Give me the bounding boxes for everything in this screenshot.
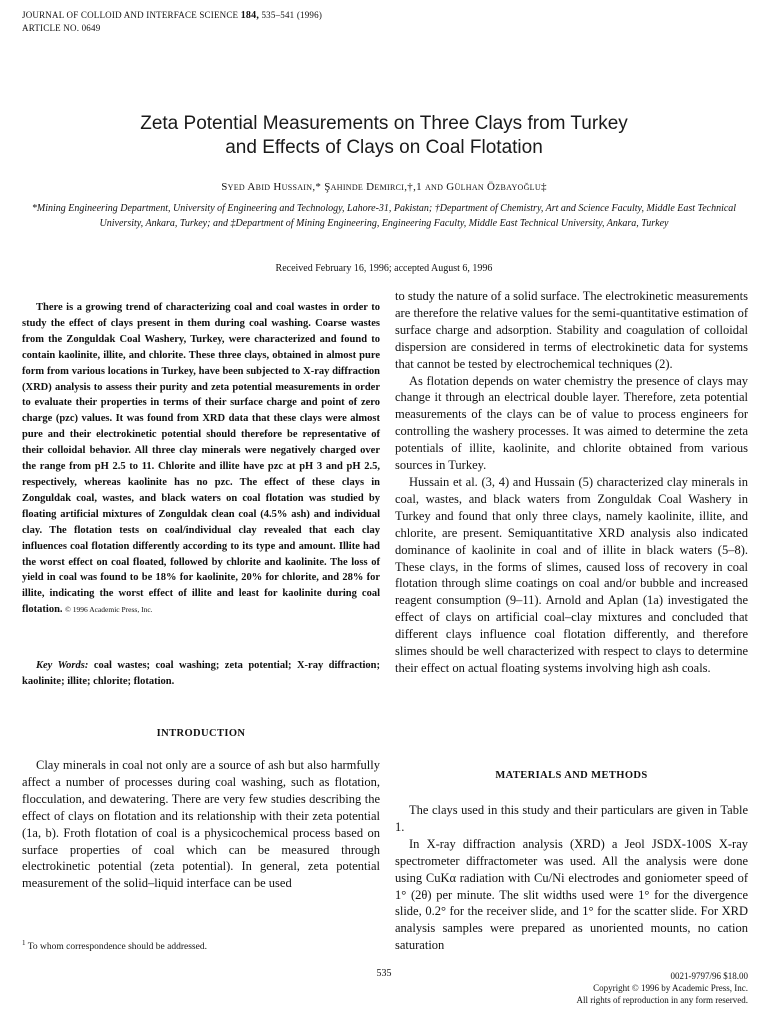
materials-methods-body: [395, 802, 748, 954]
footnote-text: To whom correspondence should be addressed.: [27, 942, 207, 953]
paper-title: [30, 112, 738, 160]
introduction-body: [22, 757, 380, 892]
abstract: [22, 300, 380, 618]
price-code: 0021-9797/96 $18.00: [670, 971, 748, 981]
authors: Syed Abid Hussain,* Şahinde Demirci,†,1 and Gülhan Özbayoğlu‡: [221, 181, 547, 193]
affiliations: *Mining Engineering Department, University of Engineering and Technology, Lahore-31, Pakistan; †Department of Chemistry, Art and Science Faculty, Middle East Technical University, Ankara, Turkey; and ‡Department of Mining Engineering, Engineering Faculty, Middle East Technical University, Ankara, Turkey: [31, 203, 737, 229]
received-date: Received February 16, 1996; accepted August 6, 1996: [275, 263, 493, 274]
copyright-block: [470, 970, 748, 1006]
keywords: [22, 658, 380, 690]
intro-paragraph: Clay minerals in coal not only are a source of ash but also harmfully affect a number of processes during coal washing, such as flotation, flocculation, and dewatering. There are very few studies describing the effect of clays on flotation and its relationship with their zeta potential (1a, b). Froth flotation of coal is a physicochemical process based on surface properties of coal which can be measured through electrokinetic potential (zeta potential). In general, zeta potential measurement of the solid–liquid interface can be used: [22, 758, 380, 891]
copyright-line: Copyright © 1996 by Academic Press, Inc.: [593, 983, 748, 993]
mm-paragraph-2: In X-ray diffraction analysis (XRD) a Jeol JSDX-100S X-ray spectrometer diffractometer was used. All the analysis were done using CuKα radiation with Cu/Ni electrodes and goniometer speed of 1° (2θ) per minute. The slit widths used were 1° for the divergence slide, 0.2° for the receiver slide, and 1° for the scatter slide. For XRD analysis samples were prepared as unoriented mounts, no cation saturation: [395, 836, 748, 953]
title-line-1: Zeta Potential Measurements on Three Clays from Turkey: [140, 113, 628, 134]
footnote-mark: 1: [22, 939, 26, 947]
journal-volume: 184,: [240, 10, 260, 21]
abstract-copyright: © 1996 Academic Press, Inc.: [65, 605, 153, 615]
right-paragraph-0: to study the nature of a solid surface. The electrokinetic measurements are therefore the relative values for the semi-quantitative estimation of surface charge and adsorption. Stability and coagulation of colloidal dispersion are considered in terms of electrokinetic data for systems that cannot be tested by electrochemical techniques (2).: [395, 289, 748, 371]
keywords-list: coal wastes; coal washing; zeta potential; X-ray diffraction; kaolinite; illite; chlorite; flotation.: [22, 660, 381, 687]
right-paragraph-2: Hussain et al. (3, 4) and Hussain (5) characterized clay minerals in coal, wastes, and black waters from Zonguldak Coal Washery in Turkey and found that only three clays, namely kaolinite, illite, and chlorite, are present. Semiquantitative XRD analysis also indicated dominance of kaolinite in coal and of illite in black waters (5–8). These clays, in the forms of slimes, caused loss of recovery in coal flotation through slime coatings on coal and/or bubble and increased reagent consumption (9–11). Arnold and Aplan (1a) investigated the effect of clays on artificial coal–clay mixtures and concluded that different clays influence coal flotation differently, and therefore slimes should be well characterized with respect to clays to determine their effect on actual floating systems involving high ash coals.: [395, 474, 748, 675]
page-number: 535: [376, 968, 392, 979]
journal-pages: 535–541 (1996): [261, 10, 323, 20]
introduction-heading: INTRODUCTION: [156, 728, 246, 739]
right-paragraph-1: As flotation depends on water chemistry the presence of clays may change it through an electrical double layer. Therefore, zeta potential measurements of the clays can be of value to process engineers for controlling the washery processes. It was aimed to determine the zeta potentials of illite, kaolinite, and chlorite obtained from various sources in Turkey.: [395, 373, 748, 473]
right-column-body: [395, 288, 748, 677]
abstract-text: There is a growing trend of characterizing coal and coal wastes in order to study the effect of clays present in them during coal washing. Coarse wastes from the Zonguldak Coal Washery, Turkey, were characterized and found to contain kaolinite, illite, and chlorite. These three clays, obtained in almost pure form from various locations in Turkey, have been subjected to X-ray diffraction (XRD) analysis to assess their purity and zeta potential measurements in order to evaluate their properties in terms of their surface charge and point of zero charge (pzc) values. It was found from XRD data that these clays were almost pure and their electrokinetic potential should therefore be representative of their colloidal behavior. All three clay minerals were negatively charged over the range from pH 2.5 to 11. Chlorite and illite have pzc at pH 3 and pH 2.5, respectively, whereas kaolinite has no pzc. The effect of these clays in Zonguldak coal, wastes, and black waters on coal flotation was studied by floating artificial mixtures of Zonguldak clean coal (4.5% ash) and individual clay. The flotation tests on coal/individual clay revealed that each clay influences coal flotation differently according to its type and amount. Illite had the worst effect on coal floated, followed by chlorite and kaolinite. The loss of yield in coal was found to be 18% for kaolinite, 20% for chlorite, and 28% for illite, indicating the worst effect of illite and least for kaolinite during coal flotation.: [22, 302, 380, 616]
materials-methods-heading: MATERIALS AND METHODS: [495, 770, 648, 781]
keywords-label: Key Words:: [36, 660, 89, 671]
article-number: ARTICLE NO. 0649: [22, 23, 101, 33]
journal-name: JOURNAL OF COLLOID AND INTERFACE SCIENCE: [22, 10, 239, 20]
title-line-2: and Effects of Clays on Coal Flotation: [225, 137, 543, 158]
mm-paragraph-1: The clays used in this study and their particulars are given in Table 1.: [395, 803, 748, 834]
footnote: [22, 939, 380, 952]
rights-line: All rights of reproduction in any form reserved.: [576, 995, 748, 1005]
journal-header: [22, 9, 322, 34]
